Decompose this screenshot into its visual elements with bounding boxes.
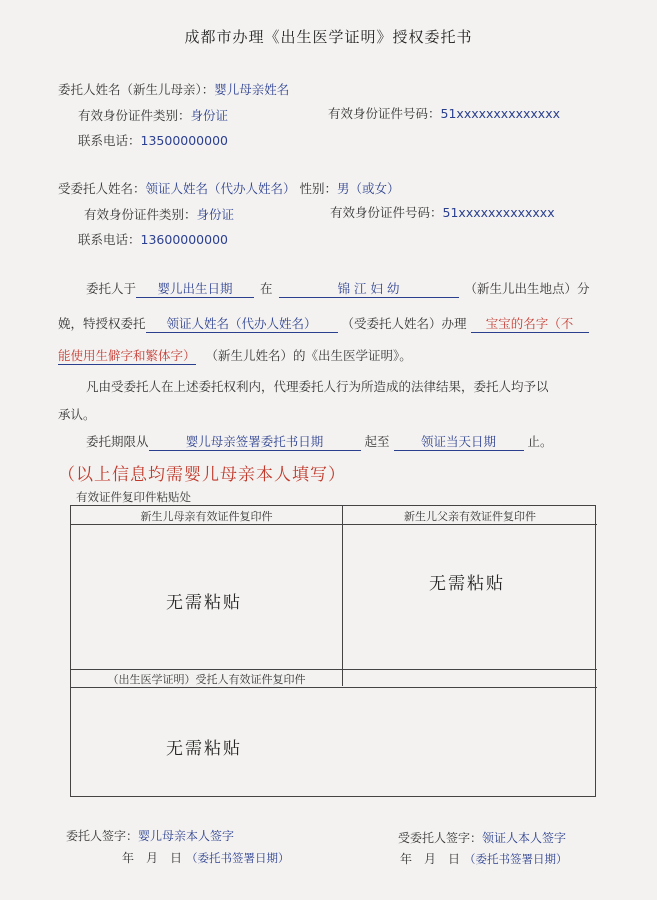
agent-date-row [400, 850, 568, 867]
agent-gender-value: 男（或女） [337, 181, 400, 196]
body-text-at: 在 [260, 281, 273, 296]
agent-id-type-value: 身份证 [196, 207, 235, 222]
agent-id-no-value: 51xxxxxxxxxxxxx [442, 205, 555, 220]
baby-name-field-cont: 能使用生僻字和繁体字） [58, 348, 196, 363]
mother-no-paste-note: 无需粘贴 [166, 593, 242, 613]
body-line-4 [86, 377, 549, 395]
period-start-field: 婴儿母亲签署委托书日期 [149, 432, 361, 451]
principal-phone-value: 13500000000 [140, 133, 228, 148]
principal-date-label: 年 月 日 [122, 851, 183, 865]
agent-signature-value: 领证人本人签字 [482, 831, 567, 845]
principal-signature-value: 婴儿母亲本人签字 [138, 829, 235, 843]
principal-date-note: （委托书签署日期） [186, 851, 290, 865]
agent-phone-row [78, 230, 228, 248]
agent-date-note: （委托书签署日期） [464, 852, 568, 866]
agent-no-paste-note: 无需粘贴 [166, 739, 242, 759]
agent-id-no-label: 有效身份证件号码： [330, 205, 443, 220]
table-divider-header [71, 524, 597, 525]
birth-place-field: 锦 江 妇 幼 [279, 279, 459, 298]
body-text-authorize: 娩，特授权委托 [58, 316, 146, 331]
body-text-agent-note: （受委托人姓名）办理 [341, 316, 467, 331]
agent-id-type-row [84, 205, 234, 223]
principal-id-no-value: 51xxxxxxxxxxxxxx [440, 106, 560, 121]
birth-date-field: 婴儿出生日期 [136, 279, 254, 298]
body-line-2 [58, 314, 589, 333]
principal-phone-label: 联系电话： [78, 133, 141, 148]
table-divider-vertical [342, 506, 343, 686]
agent-signature-label: 受委托人签字： [398, 831, 483, 845]
principal-signature-label: 委托人签字： [66, 829, 139, 843]
body-text-birth-place-note: （新生儿出生地点）分 [464, 281, 590, 296]
father-id-copy-header: 新生儿父亲有效证件复印件 [404, 510, 536, 523]
paste-area-table [70, 505, 596, 797]
body-text-period-from: 委托期限从 [86, 434, 149, 449]
body-text-consequence: 凡由受委托人在上述委托权利内，代理委托人行为所造成的法律结果，委托人均予以 [86, 379, 549, 394]
fill-notice: （以上信息均需婴儿母亲本人填写） [58, 465, 346, 485]
body-text-acknowledge: 承认。 [58, 407, 96, 422]
principal-name-label: 委托人姓名（新生儿母亲）： [58, 82, 215, 97]
principal-id-no-row [328, 104, 560, 122]
document-title: 成都市办理《出生医学证明》授权委托书 [184, 28, 473, 46]
body-line-5 [58, 405, 96, 423]
body-line-1 [86, 279, 590, 298]
baby-name-field: 宝宝的名字（不 [471, 314, 589, 333]
agent-id-copy-header: （出生医学证明）受托人有效证件复印件 [107, 673, 306, 686]
principal-id-no-label: 有效身份证件号码： [328, 106, 441, 121]
agent-signature-row [398, 829, 566, 846]
mother-id-copy-header: 新生儿母亲有效证件复印件 [140, 510, 273, 523]
body-text-baby-name-note: （新生儿姓名）的《出生医学证明》。 [205, 348, 412, 363]
agent-name-row [58, 179, 400, 197]
body-line-6 [86, 432, 553, 451]
body-line-3 [58, 346, 412, 365]
agent-name-value: 领证人姓名（代办人姓名） [145, 181, 296, 196]
principal-id-type-label: 有效身份证件类别： [78, 108, 191, 123]
principal-name-value: 婴儿母亲姓名 [214, 82, 290, 97]
agent-phone-label: 联系电话： [78, 232, 141, 247]
agent-name-field: 领证人姓名（代办人姓名） [146, 314, 338, 333]
principal-signature-row [66, 827, 234, 844]
body-text-period-to: 起至 [364, 434, 390, 449]
agent-id-type-label: 有效身份证件类别： [84, 207, 197, 222]
agent-gender-label: 性别： [299, 181, 338, 196]
agent-date-label: 年 月 日 [400, 852, 461, 866]
principal-id-type-row [78, 106, 228, 124]
agent-phone-value: 13600000000 [140, 232, 228, 247]
principal-id-type-value: 身份证 [190, 108, 229, 123]
principal-date-row [122, 849, 290, 866]
table-divider-lower-header [71, 687, 597, 688]
principal-name-row [58, 80, 289, 98]
period-end-field: 领证当天日期 [394, 432, 524, 451]
paste-area-label: 有效证件复印件粘贴处 [76, 490, 191, 504]
agent-name-label: 受委托人姓名： [58, 181, 146, 196]
body-text-period-end: 止。 [527, 434, 553, 449]
table-divider-middle [71, 669, 597, 670]
father-no-paste-note: 无需粘贴 [429, 574, 505, 594]
body-text-principal-on: 委托人于 [86, 281, 137, 296]
agent-id-no-row [330, 203, 555, 221]
principal-phone-row [78, 131, 228, 149]
